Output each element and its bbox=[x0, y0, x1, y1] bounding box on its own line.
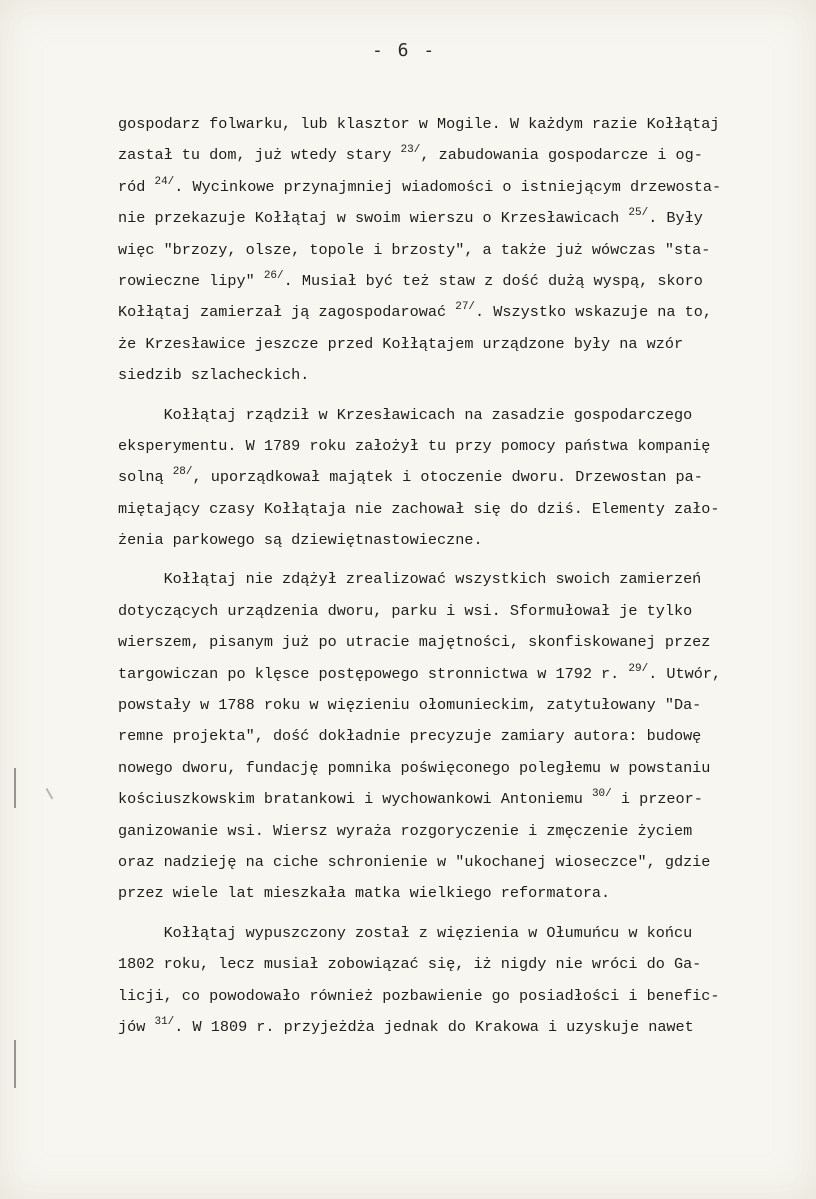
text-line: Kołłątaj wypuszczony został z więzienia w Ołumuńcu w końcu bbox=[118, 923, 693, 942]
text-segment: . Utwór, bbox=[648, 664, 722, 683]
margin-mark bbox=[14, 1040, 16, 1088]
text-line: powstały w 1788 roku w więzieniu ołomunieckim, zatytułowany "Da- bbox=[118, 696, 702, 715]
text-line: że Krzesławice jeszcze przed Kołłątajem urządzone były na wzór bbox=[118, 334, 684, 353]
text-line bbox=[118, 203, 798, 234]
text-segment: jów bbox=[118, 1017, 155, 1036]
text-line: 1802 roku, lecz musiał zobowiązać się, iż nigdy nie wróci do Ga- bbox=[118, 955, 702, 974]
text-line: siedzib szlacheckich. bbox=[118, 366, 310, 385]
text-line: więc "brzozy, olsze, topole i brzosty", a także już wówczas "sta- bbox=[118, 240, 711, 259]
paragraph bbox=[118, 918, 798, 1044]
text-line bbox=[118, 140, 798, 171]
text-segment: nie przekazuje Kołłątaj w swoim wierszu o Krzesławicach bbox=[118, 209, 629, 228]
text-segment: ród bbox=[118, 177, 155, 196]
text-segment: . Musiał być też staw z dość dużą wyspą, skoro bbox=[283, 271, 703, 290]
footnote-ref: 26/ bbox=[263, 269, 284, 282]
text-line: remne projekta", dość dokładnie precyzuje zamiary autora: budowę bbox=[118, 727, 702, 746]
text-line: dotyczących urządzenia dworu, parku i wsi. Sformułował je tylko bbox=[118, 601, 693, 620]
text-segment: . W 1809 r. przyjeżdża jednak do Krakowa i uzyskuje nawet bbox=[174, 1017, 694, 1036]
text-line: wierszem, pisanym już po utracie majętności, skonfiskowanej przez bbox=[118, 633, 711, 652]
text-line bbox=[118, 1012, 798, 1043]
footnote-ref: 24/ bbox=[154, 175, 175, 188]
text-line bbox=[118, 266, 798, 297]
text-line: ganizowanie wsi. Wiersz wyraża rozgoryczenie i zmęczenie życiem bbox=[118, 821, 693, 840]
footnote-ref: 25/ bbox=[628, 207, 649, 220]
text-segment: solną bbox=[118, 468, 173, 487]
text-segment: , uporządkował majątek i otoczenie dworu. Drzewostan pa- bbox=[192, 468, 703, 487]
text-segment: kościuszkowskim bratankowi i wychowankowi Antoniemu bbox=[118, 790, 592, 809]
footnote-ref: 31/ bbox=[154, 1015, 175, 1028]
text-line bbox=[118, 659, 798, 690]
text-line bbox=[118, 462, 798, 493]
text-segment: . Wszystko wskazuje na to, bbox=[475, 303, 712, 322]
text-line: żenia parkowego są dziewiętnastowieczne. bbox=[118, 531, 483, 550]
paragraph-gap bbox=[118, 910, 798, 918]
text-segment: . Wycinkowe przynajmniej wiadomości o istniejącym drzewosta- bbox=[174, 177, 722, 196]
page-number: - 6 - bbox=[372, 40, 437, 61]
margin-mark bbox=[14, 768, 16, 808]
text-line: Kołłątaj nie zdążył zrealizować wszystkich swoich zamierzeń bbox=[118, 570, 702, 589]
margin-smudge bbox=[46, 785, 60, 800]
footnote-ref: 23/ bbox=[400, 144, 421, 157]
body-text bbox=[118, 109, 798, 1043]
paragraph bbox=[118, 109, 798, 392]
text-line: miętający czasy Kołłątaja nie zachował się do dziś. Elementy zało- bbox=[118, 499, 720, 518]
text-segment: targowiczan po klęsce postępowego stronnictwa w 1792 r. bbox=[118, 664, 629, 683]
text-line: licji, co powodowało również pozbawienie go posiadłości i benefic- bbox=[118, 986, 720, 1005]
text-line: Kołłątaj rządził w Krzesławicach na zasadzie gospodarczego bbox=[118, 405, 693, 424]
paragraph bbox=[118, 400, 798, 557]
footnote-ref: 29/ bbox=[628, 662, 649, 675]
text-segment: . Były bbox=[648, 209, 703, 228]
text-line: gospodarz folwarku, lub klasztor w Mogile. W każdym razie Kołłątaj bbox=[118, 115, 720, 133]
paragraph-gap bbox=[118, 392, 798, 400]
footnote-ref: 30/ bbox=[591, 788, 612, 801]
text-segment: i przeor- bbox=[611, 790, 703, 809]
paragraph-gap bbox=[118, 556, 798, 564]
footnote-ref: 28/ bbox=[172, 466, 193, 479]
footnote-ref: 27/ bbox=[455, 301, 476, 314]
text-line bbox=[118, 172, 798, 203]
text-segment: Kołłątaj zamierzał ją zagospodarować bbox=[118, 303, 456, 322]
text-segment: , zabudowania gospodarcze i og- bbox=[420, 146, 703, 165]
text-segment: rowieczne lipy" bbox=[118, 271, 264, 290]
text-line: przez wiele lat mieszkała matka wielkiego reformatora. bbox=[118, 884, 611, 903]
text-line: oraz nadzieję na ciche schronienie w "ukochanej wioseczce", gdzie bbox=[118, 852, 711, 871]
text-line bbox=[118, 784, 798, 815]
paragraph bbox=[118, 564, 798, 909]
text-line: eksperymentu. W 1789 roku założył tu przy pomocy państwa kompanię bbox=[118, 436, 711, 455]
text-segment: zastał tu dom, już wtedy stary bbox=[118, 146, 401, 165]
text-line bbox=[118, 297, 798, 328]
text-line: nowego dworu, fundację pomnika poświęconego poległemu w powstaniu bbox=[118, 758, 711, 777]
